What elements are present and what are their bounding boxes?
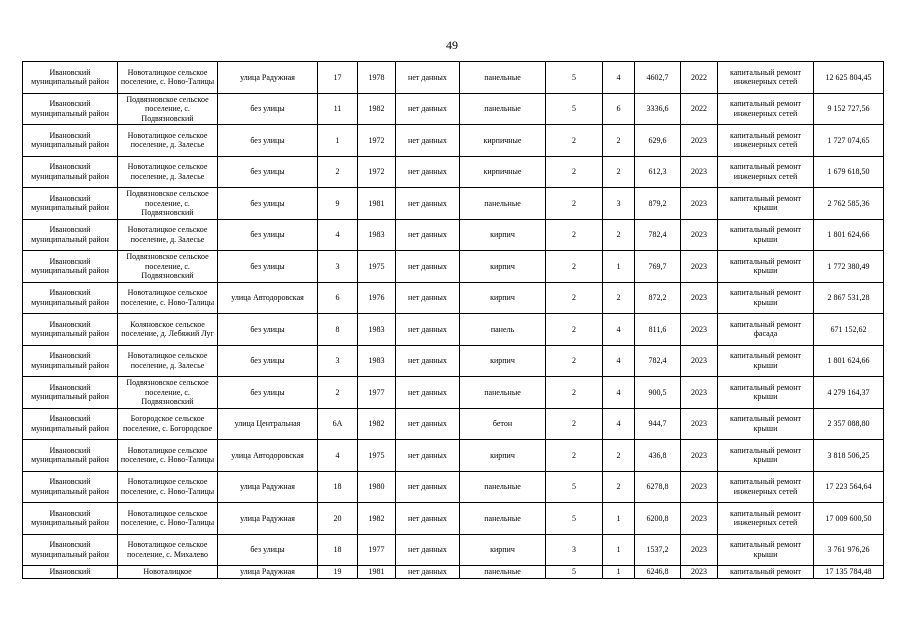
data-status-cell: нет данных [396, 156, 460, 188]
year-built-cell: 1982 [358, 503, 396, 535]
floors-cell: 5 [546, 62, 603, 94]
street-cell: улица Радужная [218, 62, 318, 94]
floors-cell: 2 [546, 156, 603, 188]
plan-year-cell: 2023 [681, 188, 718, 220]
area-cell: 900,5 [635, 377, 681, 409]
area-cell: 944,7 [635, 408, 681, 440]
house-number-cell: 9 [318, 188, 358, 220]
year-built-cell: 1981 [358, 566, 396, 579]
table-row [23, 62, 884, 94]
wall-material-cell: кирпич [460, 345, 546, 377]
work-type-cell: капитальный ремонт инженерных сетей [718, 503, 814, 535]
floors-cell: 3 [546, 534, 603, 566]
floors-cell: 2 [546, 345, 603, 377]
table-row [23, 314, 884, 346]
area-cell: 629,6 [635, 125, 681, 157]
entrances-cell: 1 [603, 251, 635, 283]
street-cell: улица Автодоровская [218, 440, 318, 472]
table-row [23, 503, 884, 535]
street-cell: без улицы [218, 314, 318, 346]
work-type-cell: капитальный ремонт фасада [718, 314, 814, 346]
table-row [23, 251, 884, 283]
year-built-cell: 1977 [358, 377, 396, 409]
work-type-cell: капитальный ремонт инженерных сетей [718, 156, 814, 188]
year-built-cell: 1977 [358, 534, 396, 566]
settlement-cell: Подвязновское сельское поселение, с. Подвязновский [118, 188, 218, 220]
settlement-cell: Подвязновское сельское поселение, с. Подвязновский [118, 251, 218, 283]
house-number-cell: 6А [318, 408, 358, 440]
plan-year-cell: 2023 [681, 440, 718, 472]
district-cell: Ивановский муниципальный район [23, 62, 118, 94]
settlement-cell: Новоталицкое сельское поселение, с. Ново-Талицы [118, 471, 218, 503]
year-built-cell: 1972 [358, 125, 396, 157]
floors-cell: 2 [546, 188, 603, 220]
wall-material-cell: кирпич [460, 282, 546, 314]
district-cell: Ивановский муниципальный район [23, 534, 118, 566]
cost-cell: 17 135 784,48 [814, 566, 884, 579]
floors-cell: 2 [546, 251, 603, 283]
settlement-cell: Новоталицкое сельское поселение, с. Ново-Талицы [118, 62, 218, 94]
data-status-cell: нет данных [396, 503, 460, 535]
street-cell: без улицы [218, 377, 318, 409]
house-number-cell: 2 [318, 156, 358, 188]
entrances-cell: 6 [603, 93, 635, 125]
area-cell: 6278,8 [635, 471, 681, 503]
district-cell: Ивановский муниципальный район [23, 408, 118, 440]
table-row [23, 377, 884, 409]
cost-cell: 4 279 164,37 [814, 377, 884, 409]
work-type-cell: капитальный ремонт инженерных сетей [718, 471, 814, 503]
wall-material-cell: панельные [460, 188, 546, 220]
work-type-cell: капитальный ремонт крыши [718, 251, 814, 283]
district-cell: Ивановский муниципальный район [23, 219, 118, 251]
cost-cell: 1 679 618,50 [814, 156, 884, 188]
street-cell: без улицы [218, 188, 318, 220]
table-row [23, 156, 884, 188]
table-row [23, 471, 884, 503]
cost-cell: 2 357 088,80 [814, 408, 884, 440]
plan-year-cell: 2023 [681, 282, 718, 314]
floors-cell: 5 [546, 93, 603, 125]
year-built-cell: 1976 [358, 282, 396, 314]
area-cell: 1537,2 [635, 534, 681, 566]
cost-cell: 3 818 506,25 [814, 440, 884, 472]
work-type-cell: капитальный ремонт крыши [718, 440, 814, 472]
wall-material-cell: кирпич [460, 251, 546, 283]
settlement-cell: Новоталицкое сельское поселение, с. Ново-Талицы [118, 282, 218, 314]
data-status-cell: нет данных [396, 440, 460, 472]
settlement-cell: Новоталицкое сельское поселение, д. Залесье [118, 125, 218, 157]
house-number-cell: 2 [318, 377, 358, 409]
cost-cell: 2 867 531,28 [814, 282, 884, 314]
district-cell: Ивановский муниципальный район [23, 314, 118, 346]
year-built-cell: 1983 [358, 219, 396, 251]
street-cell: улица Радужная [218, 566, 318, 579]
settlement-cell: Подвязновское сельское поселение, с. Подвязновский [118, 377, 218, 409]
data-status-cell: нет данных [396, 471, 460, 503]
entrances-cell: 1 [603, 534, 635, 566]
work-type-cell: капитальный ремонт инженерных сетей [718, 125, 814, 157]
area-cell: 4602,7 [635, 62, 681, 94]
data-status-cell: нет данных [396, 408, 460, 440]
settlement-cell: Новоталицкое [118, 566, 218, 579]
work-type-cell: капитальный ремонт крыши [718, 534, 814, 566]
year-built-cell: 1978 [358, 62, 396, 94]
street-cell: без улицы [218, 251, 318, 283]
settlement-cell: Новоталицкое сельское поселение, с. Михалево [118, 534, 218, 566]
house-number-cell: 1 [318, 125, 358, 157]
table-row [23, 125, 884, 157]
table-row [23, 93, 884, 125]
street-cell: без улицы [218, 219, 318, 251]
plan-year-cell: 2022 [681, 62, 718, 94]
year-built-cell: 1975 [358, 251, 396, 283]
area-cell: 811,6 [635, 314, 681, 346]
cost-cell: 17 223 564,64 [814, 471, 884, 503]
wall-material-cell: панель [460, 314, 546, 346]
data-status-cell: нет данных [396, 314, 460, 346]
area-cell: 3336,6 [635, 93, 681, 125]
entrances-cell: 4 [603, 377, 635, 409]
entrances-cell: 4 [603, 314, 635, 346]
area-cell: 6200,8 [635, 503, 681, 535]
table-row [23, 534, 884, 566]
entrances-cell: 1 [603, 566, 635, 579]
wall-material-cell: кирпич [460, 440, 546, 472]
entrances-cell: 2 [603, 471, 635, 503]
house-number-cell: 3 [318, 345, 358, 377]
wall-material-cell: панельные [460, 503, 546, 535]
data-status-cell: нет данных [396, 345, 460, 377]
settlement-cell: Новоталицкое сельское поселение, с. Ново-Талицы [118, 440, 218, 472]
area-cell: 612,3 [635, 156, 681, 188]
area-cell: 436,8 [635, 440, 681, 472]
wall-material-cell: панельные [460, 377, 546, 409]
district-cell: Ивановский муниципальный район [23, 156, 118, 188]
work-type-cell: капитальный ремонт крыши [718, 188, 814, 220]
year-built-cell: 1972 [358, 156, 396, 188]
data-status-cell: нет данных [396, 251, 460, 283]
area-cell: 769,7 [635, 251, 681, 283]
floors-cell: 5 [546, 471, 603, 503]
data-status-cell: нет данных [396, 93, 460, 125]
entrances-cell: 3 [603, 188, 635, 220]
district-cell: Ивановский муниципальный район [23, 251, 118, 283]
table-row [23, 345, 884, 377]
year-built-cell: 1975 [358, 440, 396, 472]
floors-cell: 2 [546, 125, 603, 157]
house-number-cell: 20 [318, 503, 358, 535]
work-type-cell: капитальный ремонт инженерных сетей [718, 93, 814, 125]
district-cell: Ивановский муниципальный район [23, 377, 118, 409]
cost-cell: 2 762 585,36 [814, 188, 884, 220]
data-status-cell: нет данных [396, 566, 460, 579]
wall-material-cell: панельные [460, 471, 546, 503]
floors-cell: 5 [546, 503, 603, 535]
district-cell: Ивановский муниципальный район [23, 471, 118, 503]
work-type-cell: капитальный ремонт крыши [718, 408, 814, 440]
table-row [23, 188, 884, 220]
settlement-cell: Новоталицкое сельское поселение, с. Ново-Талицы [118, 503, 218, 535]
street-cell: без улицы [218, 345, 318, 377]
wall-material-cell: панельные [460, 566, 546, 579]
table-row [23, 440, 884, 472]
work-type-cell: капитальный ремонт крыши [718, 377, 814, 409]
area-cell: 879,2 [635, 188, 681, 220]
work-type-cell: капитальный ремонт крыши [718, 219, 814, 251]
street-cell: без улицы [218, 534, 318, 566]
area-cell: 782,4 [635, 345, 681, 377]
cost-cell: 1 801 624,66 [814, 219, 884, 251]
floors-cell: 2 [546, 219, 603, 251]
cost-cell: 17 009 600,50 [814, 503, 884, 535]
entrances-cell: 2 [603, 156, 635, 188]
work-type-cell: капитальный ремонт крыши [718, 345, 814, 377]
data-status-cell: нет данных [396, 188, 460, 220]
work-type-cell: капитальный ремонт [718, 566, 814, 579]
street-cell: без улицы [218, 125, 318, 157]
table-row [23, 408, 884, 440]
cost-cell: 3 761 976,26 [814, 534, 884, 566]
data-status-cell: нет данных [396, 282, 460, 314]
table-row [23, 219, 884, 251]
entrances-cell: 4 [603, 345, 635, 377]
plan-year-cell: 2022 [681, 93, 718, 125]
year-built-cell: 1982 [358, 93, 396, 125]
street-cell: улица Центральная [218, 408, 318, 440]
floors-cell: 2 [546, 440, 603, 472]
settlement-cell: Новоталицкое сельское поселение, д. Залесье [118, 345, 218, 377]
plan-year-cell: 2023 [681, 251, 718, 283]
plan-year-cell: 2023 [681, 125, 718, 157]
wall-material-cell: панельные [460, 93, 546, 125]
plan-year-cell: 2023 [681, 566, 718, 579]
plan-year-cell: 2023 [681, 345, 718, 377]
house-number-cell: 17 [318, 62, 358, 94]
floors-cell: 2 [546, 408, 603, 440]
district-cell: Ивановский муниципальный район [23, 503, 118, 535]
work-type-cell: капитальный ремонт крыши [718, 282, 814, 314]
wall-material-cell: бетон [460, 408, 546, 440]
floors-cell: 2 [546, 377, 603, 409]
street-cell: без улицы [218, 156, 318, 188]
wall-material-cell: кирпичные [460, 156, 546, 188]
plan-year-cell: 2023 [681, 408, 718, 440]
entrances-cell: 2 [603, 282, 635, 314]
cost-cell: 9 152 727,56 [814, 93, 884, 125]
year-built-cell: 1983 [358, 314, 396, 346]
data-status-cell: нет данных [396, 534, 460, 566]
wall-material-cell: кирпич [460, 219, 546, 251]
floors-cell: 2 [546, 282, 603, 314]
entrances-cell: 2 [603, 219, 635, 251]
district-cell: Ивановский муниципальный район [23, 93, 118, 125]
plan-year-cell: 2023 [681, 219, 718, 251]
entrances-cell: 1 [603, 503, 635, 535]
cost-cell: 1 801 624,66 [814, 345, 884, 377]
district-cell: Ивановский муниципальный район [23, 188, 118, 220]
housing-registry-table [22, 61, 884, 579]
district-cell: Ивановский муниципальный район [23, 282, 118, 314]
data-status-cell: нет данных [396, 62, 460, 94]
house-number-cell: 4 [318, 219, 358, 251]
year-built-cell: 1980 [358, 471, 396, 503]
plan-year-cell: 2023 [681, 314, 718, 346]
cost-cell: 12 625 804,45 [814, 62, 884, 94]
house-number-cell: 8 [318, 314, 358, 346]
street-cell: улица Автодоровская [218, 282, 318, 314]
settlement-cell: Подвязновское сельское поселение, с. Подвязновский [118, 93, 218, 125]
data-status-cell: нет данных [396, 377, 460, 409]
entrances-cell: 4 [603, 62, 635, 94]
settlement-cell: Коляновское сельское поселение, д. Лебяжий Луг [118, 314, 218, 346]
cost-cell: 1 772 380,49 [814, 251, 884, 283]
plan-year-cell: 2023 [681, 471, 718, 503]
wall-material-cell: кирпичные [460, 125, 546, 157]
cost-cell: 671 152,62 [814, 314, 884, 346]
entrances-cell: 2 [603, 125, 635, 157]
table-body [23, 62, 884, 579]
house-number-cell: 6 [318, 282, 358, 314]
table-row [23, 282, 884, 314]
house-number-cell: 18 [318, 471, 358, 503]
plan-year-cell: 2023 [681, 534, 718, 566]
page-number: 49 [446, 38, 458, 52]
area-cell: 872,2 [635, 282, 681, 314]
table-row [23, 566, 884, 579]
area-cell: 782,4 [635, 219, 681, 251]
house-number-cell: 4 [318, 440, 358, 472]
data-status-cell: нет данных [396, 219, 460, 251]
area-cell: 6246,8 [635, 566, 681, 579]
plan-year-cell: 2023 [681, 377, 718, 409]
street-cell: улица Радужная [218, 471, 318, 503]
year-built-cell: 1983 [358, 345, 396, 377]
house-number-cell: 11 [318, 93, 358, 125]
floors-cell: 2 [546, 314, 603, 346]
cost-cell: 1 727 074,65 [814, 125, 884, 157]
settlement-cell: Богородское сельское поселение, с. Богородское [118, 408, 218, 440]
year-built-cell: 1982 [358, 408, 396, 440]
street-cell: без улицы [218, 93, 318, 125]
settlement-cell: Новоталицкое сельское поселение, д. Залесье [118, 156, 218, 188]
floors-cell: 5 [546, 566, 603, 579]
house-number-cell: 19 [318, 566, 358, 579]
work-type-cell: капитальный ремонт инженерных сетей [718, 62, 814, 94]
district-cell: Ивановский муниципальный район [23, 125, 118, 157]
plan-year-cell: 2023 [681, 156, 718, 188]
wall-material-cell: панельные [460, 62, 546, 94]
district-cell: Ивановский муниципальный район [23, 345, 118, 377]
house-number-cell: 3 [318, 251, 358, 283]
entrances-cell: 4 [603, 408, 635, 440]
data-status-cell: нет данных [396, 125, 460, 157]
district-cell: Ивановский [23, 566, 118, 579]
plan-year-cell: 2023 [681, 503, 718, 535]
street-cell: улица Радужная [218, 503, 318, 535]
settlement-cell: Новоталицкое сельское поселение, д. Залесье [118, 219, 218, 251]
district-cell: Ивановский муниципальный район [23, 440, 118, 472]
entrances-cell: 2 [603, 440, 635, 472]
house-number-cell: 18 [318, 534, 358, 566]
wall-material-cell: кирпич [460, 534, 546, 566]
year-built-cell: 1981 [358, 188, 396, 220]
